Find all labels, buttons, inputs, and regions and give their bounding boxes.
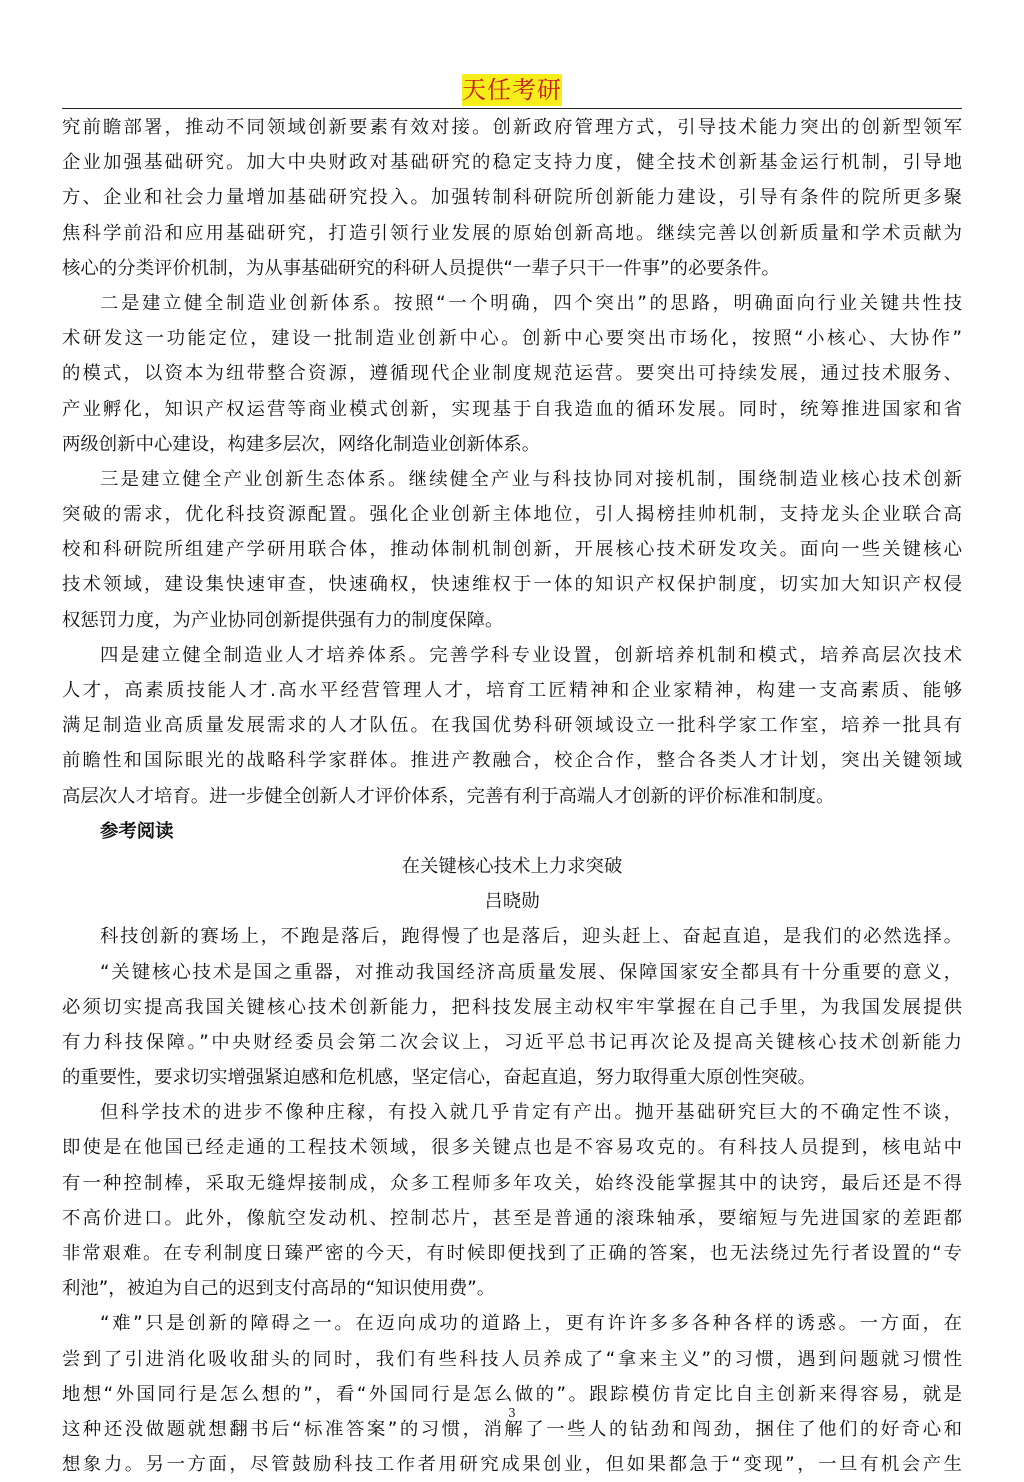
page-header <box>0 70 1024 110</box>
text-line: 权惩罚力度，为产业协同创新提供强有力的制度保障。 <box>62 609 504 631</box>
text-line: 尝到了引进消化吸收甜头的同时，我们有些科技人员养成了“拿来主义”的习惯，遇到问题就习惯性 <box>62 1348 962 1370</box>
text-line: 但科学技术的进步不像种庄稼，有投入就几乎肯定有产出。抛开基础研究巨大的不确定性不谈， <box>100 1102 962 1124</box>
text-line: “难”只是创新的障碍之一。在迈向成功的道路上，更有许许多多各种各样的诱惑。一方面，在 <box>100 1313 962 1335</box>
text-line: 三是建立健全产业创新生态体系。继续健全产业与科技协同对接机制，围绕制造业核心技术创新 <box>100 468 962 490</box>
text-line: 前瞻性和国际眼光的战略科学家群体。推进产教融合，校企合作，整合各类人才计划，突出关键领域 <box>62 750 962 772</box>
text-line: 有力科技保障。”中央财经委员会第二次会议上，习近平总书记再次论及提高关键核心技术创新能力 <box>62 1031 962 1053</box>
text-line: 技术领域，建设集快速审查，快速确权，快速维权于一体的知识产权保护制度，切实加大知识产权侵 <box>62 574 962 596</box>
publisher-logo: 天任考研 <box>462 76 562 104</box>
text-line: 的重要性，要求切实增强紧迫感和危机感，坚定信心，奋起直追，努力取得重大原创性突破。 <box>62 1067 817 1089</box>
text-line: 产业孵化，知识产权运营等商业模式创新，实现基于自我造血的循环发展。同时，统筹推进国家和省 <box>62 398 962 420</box>
text-line: 地想“外国同行是怎么想的”，看“外国同行是怎么做的”。跟踪模仿肯定比自主创新来得容易，就是 <box>62 1383 962 1405</box>
text-line: 究前瞻部署，推动不同领域创新要素有效对接。创新政府管理方式，引导技术能力突出的创新型领军 <box>62 117 962 138</box>
text-line: 的模式，以资本为纽带整合资源，遵循现代企业制度规范运营。要突出可持续发展，通过技术服务、 <box>62 363 962 385</box>
text-line: 吕晓勋 <box>484 891 540 913</box>
text-line: 焦科学前沿和应用基础研究，打造引领行业发展的原始创新高地。继续完善以创新质量和学术贡献为 <box>62 222 962 244</box>
text-line: 企业加强基础研究。加大中央财政对基础研究的稳定支持力度，健全技术创新基金运行机制，引导地 <box>62 152 962 174</box>
text-line: 核心的分类评价机制，为从事基础研究的科研人员提供“一辈子只干一件事”的必要条件。 <box>62 257 780 279</box>
text-line: 校和科研院所组建产学研用联合体，推动体制机制创新，开展核心技术研发攻关。面向一些关键核心 <box>62 539 962 561</box>
text-line: 非常艰难。在专利制度日臻严密的今天，有时候即便找到了正确的答案，也无法绕过先行者设置的“专 <box>62 1243 962 1264</box>
page-number: 3 <box>508 1406 516 1420</box>
text-line: 这种还没做题就想翻书后“标准答案”的习惯，消解了一些人的钻劲和闯劲，捆住了他们的好奇心和 <box>62 1418 962 1440</box>
text-line: 有一种控制棒，采取无缝焊接制成，众多工程师多年攻关，始终没能掌握其中的诀窍，最后还是不得 <box>62 1172 962 1194</box>
text-line: 不高价进口。此外，像航空发动机、控制芯片，甚至是普通的滚珠轴承，要缩短与先进国家的差距都 <box>62 1207 962 1229</box>
text-line: 科技创新的赛场上，不跑是落后，跑得慢了也是落后，迎头赶上、奋起直追，是我们的必然选择。 <box>100 926 962 948</box>
text-line: 必须切实提高我国关键核心技术创新能力，把科技发展主动权牢牢掌握在自己手里，为我国发展提供 <box>62 996 962 1018</box>
text-line: 方、企业和社会力量增加基础研究投入。加强转制科研院所创新能力建设，引导有条件的院所更多聚 <box>62 187 962 209</box>
text-line: 突破的需求，优化科技资源配置。强化企业创新主体地位，引人揭榜挂帅机制，支持龙头企业联合高 <box>62 504 962 526</box>
document-body <box>62 110 962 1482</box>
text-line: 参考阅读 <box>100 820 174 842</box>
text-line: 四是建立健全制造业人才培养体系。完善学科专业设置，创新培养机制和模式，培养高层次技术 <box>100 644 962 666</box>
text-line: 即使是在他国已经走通的工程技术领域，很多关键点也是不容易攻克的。有科技人员提到，核电站中 <box>62 1137 962 1159</box>
text-line: “关键核心技术是国之重器，对推动我国经济高质量发展、保障国家安全都具有十分重要的意义， <box>100 961 962 983</box>
text-line: 高层次人才培育。进一步健全创新人才评价体系，完善有利于高端人才创新的评价标准和制度。 <box>62 785 835 807</box>
text-line: 想象力。另一方面，尽管鼓励科技工作者用研究成果创业，但如果都急于“变现”，一旦有机会产生 <box>62 1454 962 1476</box>
header-rule <box>62 108 962 109</box>
text-line: 两级创新中心建设，构建多层次，网络化制造业创新体系。 <box>62 433 541 455</box>
text-line: 利池”，被迫为自己的迟到支付高昂的“知识使用费”。 <box>62 1278 496 1300</box>
text-line: 满足制造业高质量发展需求的人才队伍。在我国优势科研领域设立一批科学家工作室，培养一批具有 <box>62 715 962 737</box>
text-line: 在关键核心技术上力求突破 <box>401 855 623 877</box>
text-line: 二是建立健全制造业创新体系。按照“一个明确，四个突出”的思路，明确面向行业关键共性技 <box>100 292 962 314</box>
text-line: 术研发这一功能定位，建设一批制造业创新中心。创新中心要突出市场化，按照“小核心、大协作” <box>62 328 962 350</box>
text-line: 人才，高素质技能人才.高水平经营管理人才，培育工匠精神和企业家精神，构建一支高素质、能够 <box>62 680 962 701</box>
